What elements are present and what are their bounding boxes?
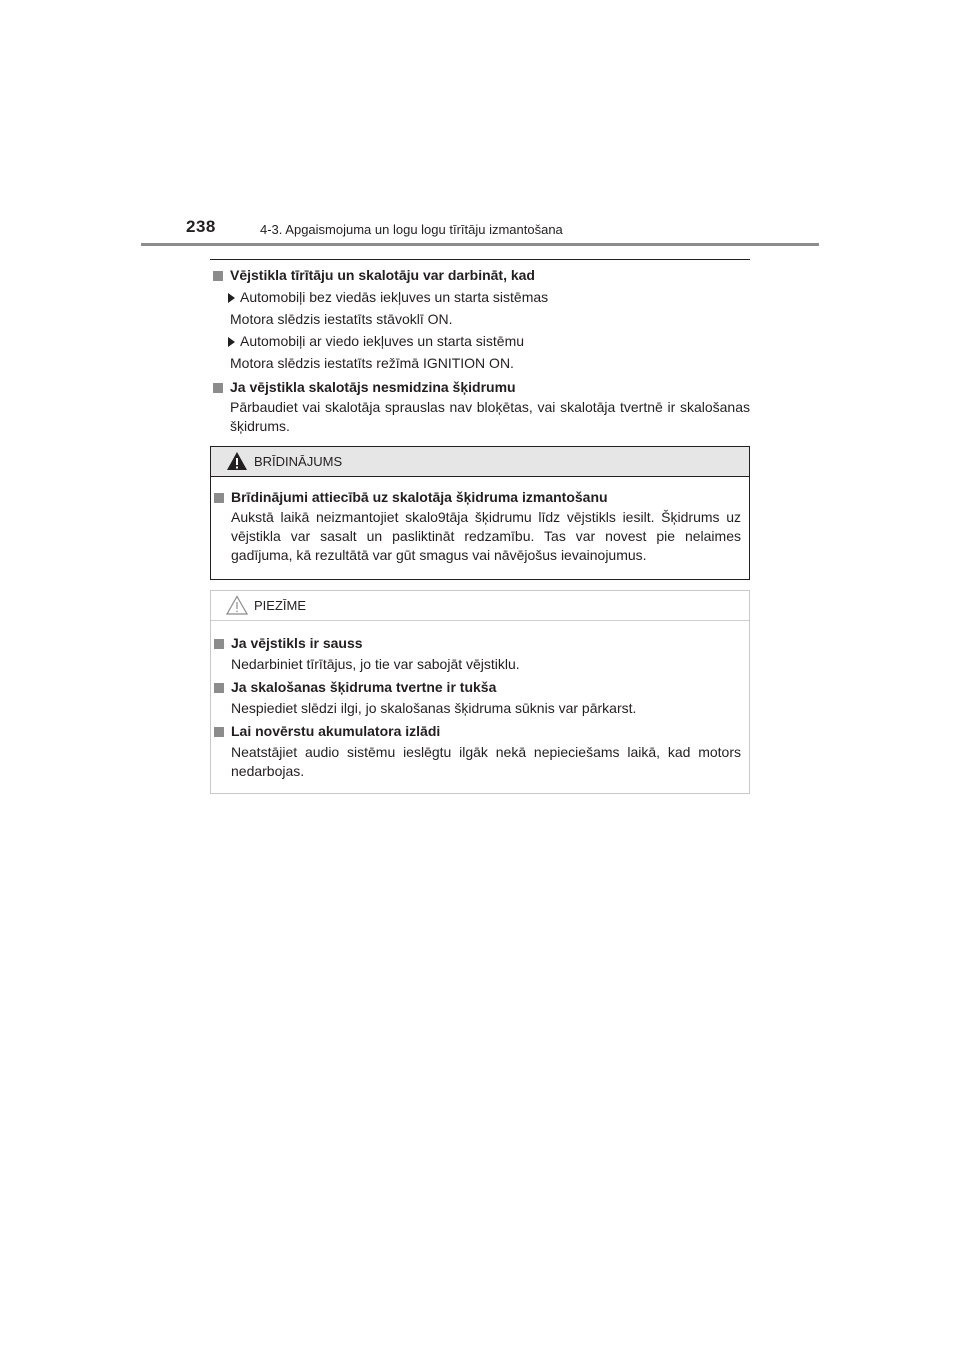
square-bullet-icon: [214, 683, 224, 693]
section-heading: [210, 378, 750, 397]
condition-bullet: [210, 288, 750, 307]
warning-text: Aukstā laikā neizmantojiet skalo9tāja šķidrumu līdz vējstikls iesilt. Šķidrums uz vējstikla var sasalt un pasliktināt redzamību. Tas var novest pie nelaimes gadījuma, kā rezultātā var gūt smagus vai nāvējošus ievainojumus.: [231, 509, 741, 563]
bullet-text: Automobiļi bez viedās iekļuves un starta sistēmas: [240, 289, 549, 305]
square-bullet-icon: [214, 639, 224, 649]
triangle-bullet-icon: [228, 337, 235, 347]
note-label: PIEZĪME: [254, 598, 307, 613]
heading-text: Vējstikla tīrītāju un skalotāju var darbināt, kad: [230, 267, 535, 283]
warning-body: [211, 477, 749, 565]
warning-heading: [211, 488, 741, 507]
note-item-heading: [211, 634, 741, 653]
condition-bullet: [210, 332, 750, 351]
note-body: [211, 621, 749, 781]
caution-outline-icon: [226, 595, 248, 615]
page-number: 238: [186, 217, 216, 236]
square-bullet-icon: [214, 727, 224, 737]
warning-box: [210, 446, 750, 580]
square-bullet-icon: [213, 271, 223, 281]
note-header: [211, 591, 749, 621]
bullet-text: Automobiļi ar viedo iekļuves un starta sistēmu: [240, 333, 525, 349]
section-operating-conditions: [210, 266, 750, 373]
section-washer-not-spraying: [210, 378, 750, 436]
square-bullet-icon: [213, 383, 223, 393]
header-rule: [141, 243, 819, 246]
note-box: [210, 590, 750, 794]
section-body: Pārbaudiet vai skalotāja sprauslas nav bloķētas, vai skalotāja tvertnē ir skalošanas šķidrums.: [230, 399, 750, 434]
note-item-heading: [211, 722, 741, 741]
note-item-text: Nespiediet slēdzi ilgi, jo skalošanas šķidruma sūknis var pārkarst.: [231, 700, 637, 716]
triangle-bullet-icon: [228, 293, 235, 303]
note-item-text: Neatstājiet audio sistēmu ieslēgtu ilgāk nekā nepieciešams laikā, kad motors nedarbojas.: [231, 744, 741, 779]
note-item-text: Nedarbiniet tīrītājus, jo tie var sabojāt vējstiklu.: [231, 656, 520, 672]
note-item-heading: [211, 678, 741, 697]
heading-text: Ja skalošanas šķidruma tvertne ir tukša: [231, 679, 497, 695]
warning-label: BRĪDINĀJUMS: [254, 454, 343, 469]
warning-triangle-icon: [226, 451, 248, 471]
heading-text: Brīdinājumi attiecībā uz skalotāja šķidruma izmantošanu: [231, 489, 608, 505]
heading-text: Ja vējstikla skalotājs nesmidzina šķidrumu: [230, 379, 516, 395]
section-heading: [210, 266, 750, 285]
warning-header: [211, 447, 749, 477]
heading-text: Ja vējstikls ir sauss: [231, 635, 363, 651]
condition-text: Motora slēdzis iestatīts stāvoklī ON.: [230, 311, 453, 327]
square-bullet-icon: [214, 493, 224, 503]
condition-text: Motora slēdzis iestatīts režīmā IGNITION ON.: [230, 355, 514, 371]
content-divider: [210, 259, 750, 260]
section-title: 4-3. Apgaismojuma un logu logu tīrītāju izmantošana: [260, 222, 563, 237]
heading-text: Lai novērstu akumulatora izlādi: [231, 723, 441, 739]
